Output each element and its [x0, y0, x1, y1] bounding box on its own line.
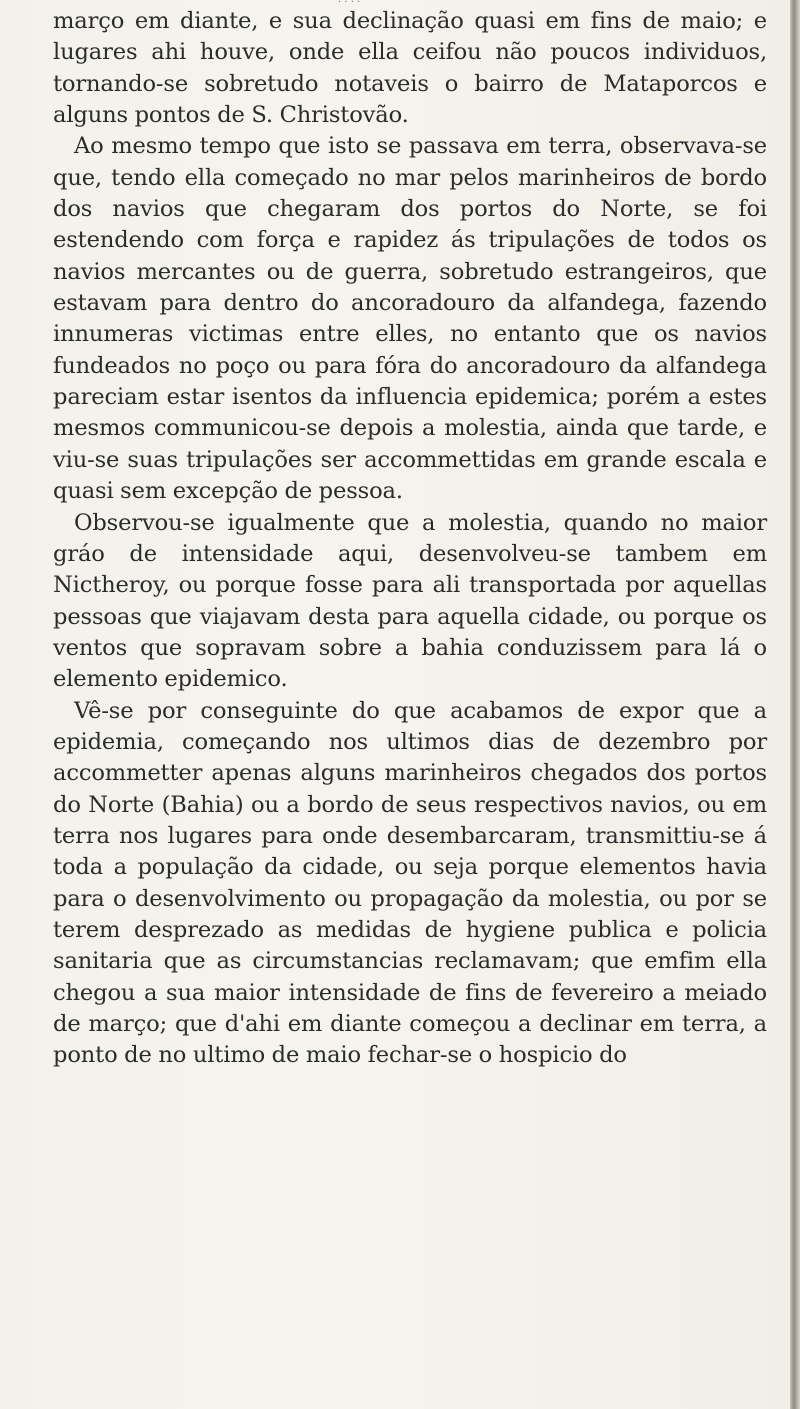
scan-artifact: · · · ·	[338, 0, 361, 6]
page-edge-shadow	[790, 0, 800, 1409]
paragraph-1: março em diante, e sua declinação quasi em fins de maio; e lugares ahi houve, onde ella ceifou não poucos individuos, tornando-se sobretudo notaveis o bairro de Mataporcos e alguns pontos de S. Christovão.	[53, 8, 767, 129]
paragraph-4: Vê-se por conseguinte do que acabamos de expor que a epidemia, começando nos ultimos dias de dezembro por accommetter apenas alguns marinheiros chegados dos portos do Norte (Bahia) ou a bordo de seus respectivos navios, ou em terra nos lugares para onde desembarcaram, transmittiu-se á toda a população da cidade, ou seja porque elementos havia para o desenvolvimento ou propagação da molestia, ou por se terem desprezado as medidas de hygiene publica e policia sanitaria que as circumstancias reclamavam; que emfim ella chegou a sua maior intensidade de fins de fevereiro a meiado de março; que d'ahi em diante começou a declinar em terra, a ponto de no ultimo de maio fechar-se o hospicio do	[53, 697, 767, 1069]
paragraph-2: Ao mesmo tempo que isto se passava em terra, observava-se que, tendo ella começado no mar pelos marinheiros de bordo dos navios que chegaram dos portos do Norte, se foi estendendo com força e rapidez ás tripulações de todos os navios mercantes ou de guerra, sobretudo estrangeiros, que estavam para dentro do ancoradouro da alfandega, fazendo innumeras victimas entre elles, no entanto que os navios fundeados no poço ou para fóra do ancoradouro da alfandega pareciam estar isentos da influencia epidemica; porém a estes mesmos communicou-se depois a molestia, ainda que tarde, e viu-se suas tripulações ser accommettidas em grande escala e quasi sem excepção de pessoa.	[53, 133, 767, 505]
paragraph-3: Observou-se igualmente que a molestia, quando no maior gráo de intensidade aqui, desenvolveu-se tambem em Nictheroy, ou porque fosse para ali transportada por aquellas pessoas que viajavam desta para aquella cidade, ou porque os ventos que sopravam sobre a bahia conduzissem para lá o elemento epidemico.	[53, 509, 767, 693]
body-text	[53, 6, 767, 1072]
